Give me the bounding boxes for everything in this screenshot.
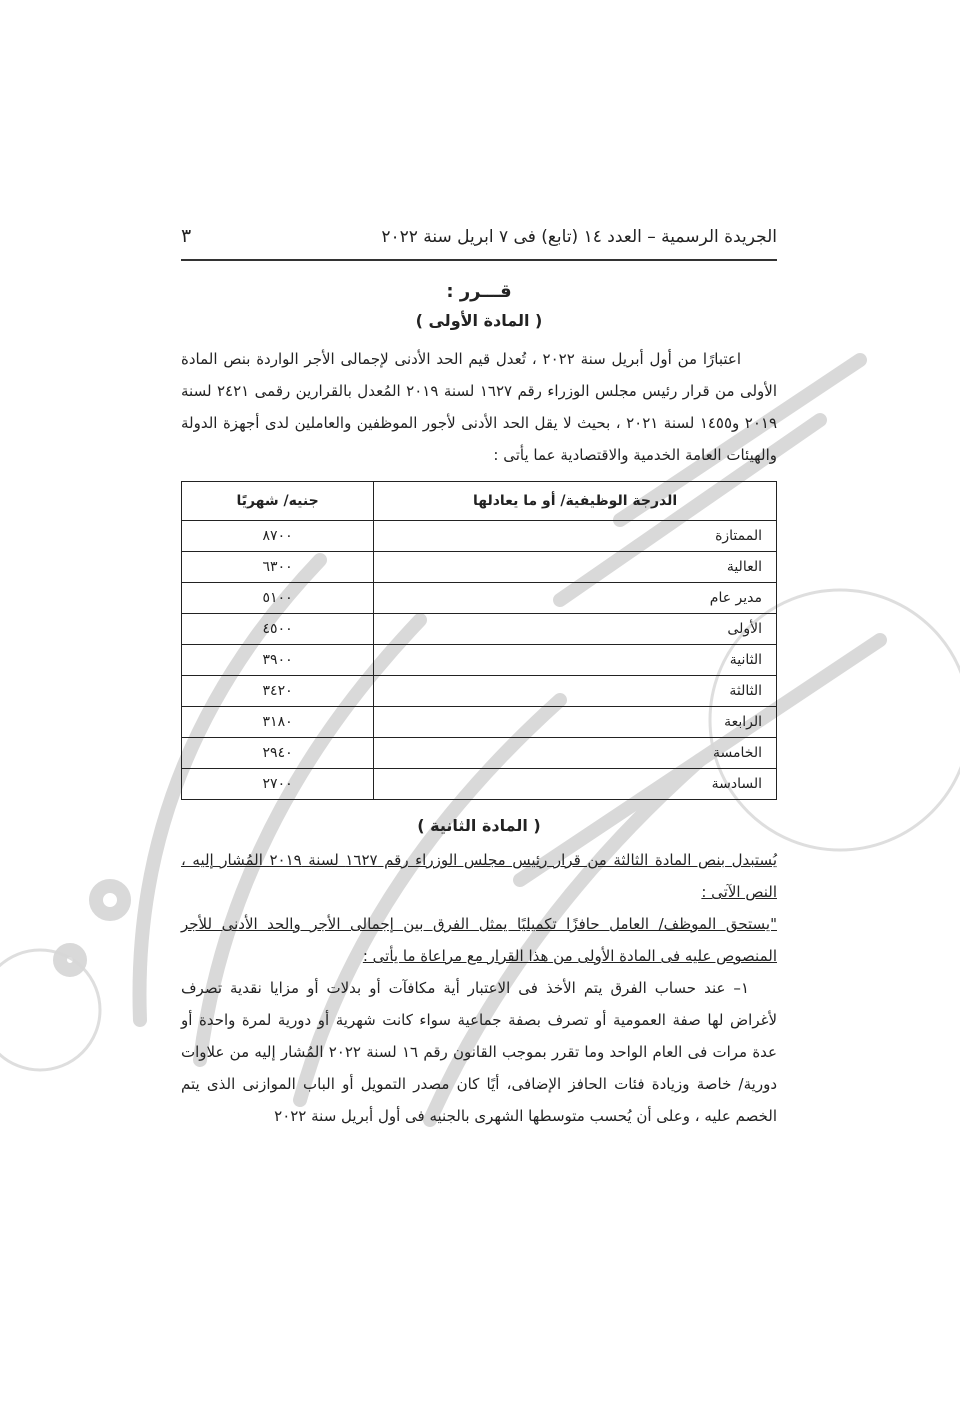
grade-cell: مدير عام [374, 583, 777, 614]
grade-cell: الثالثة [374, 676, 777, 707]
table-row [182, 552, 777, 583]
article2-quote [181, 908, 777, 972]
article1-title: ( المادة الأولى ) [415, 311, 543, 330]
table-row [182, 614, 777, 645]
table-header-row [182, 482, 777, 521]
amount-cell: ٤٥٠٠ [182, 614, 374, 645]
grade-cell: السادسة [374, 769, 777, 800]
article2-quote-text: "يستحق الموظف/ العامل حافزًا تكميليًا يمثل الفرق بين إجمالى الأجر والحد الأدنى للأجر المنصوص عليه فى المادة الأولى من هذا القرار مع مراعاة ما يأتى : [181, 915, 777, 965]
amount-cell: ٢٧٠٠ [182, 769, 374, 800]
amount-cell: ٢٩٤٠ [182, 738, 374, 769]
table-row [182, 738, 777, 769]
amount-cell: ٣٤٢٠ [182, 676, 374, 707]
page-number: ٣ [181, 225, 192, 247]
article2-intro-text: يُستبدل بنص المادة الثالثة من قرار رئيس مجلس الوزراء رقم ١٦٢٧ لسنة ٢٠١٩ المُشار إليه ، النص الآتى : [181, 851, 777, 901]
article1-paragraph: اعتبارًا من أول أبريل سنة ٢٠٢٢ ، تُعدل قيم الحد الأدنى لإجمالى الأجر الواردة بنص المادة الأولى من قرار رئيس مجلس الوزراء رقم ١٦٢٧ لسنة ٢٠١٩ المُعدل بالقرارين رقمى ٢٤٢١ لسنة ٢٠١٩ و١٤٥٥ لسنة ٢٠٢١ ، بحيث لا يقل الحد الأدنى لأجور الموظفين والعاملين لدى أجهزة الدولة والهيئات العامة الخدمية والاقتصادية عما يأتى : [181, 350, 778, 464]
grade-cell: الممتازة [374, 521, 777, 552]
table-row [182, 769, 777, 800]
amount-cell: ٣٩٠٠ [182, 645, 374, 676]
amount-cell: ٣١٨٠ [182, 707, 374, 738]
grade-cell: الخامسة [374, 738, 777, 769]
amount-cell: ٨٧٠٠ [182, 521, 374, 552]
article2-intro [181, 844, 777, 908]
decision-heading: قـــرر : [446, 281, 512, 302]
grade-cell: الثانية [374, 645, 777, 676]
grade-cell: العالية [374, 552, 777, 583]
grade-cell: الرابعة [374, 707, 777, 738]
gazette-page [181, 225, 777, 1132]
grade-column-header: الدرجة الوظيفية/ أو ما يعادلها [374, 482, 777, 521]
grade-cell: الأولى [374, 614, 777, 645]
table-row [182, 707, 777, 738]
amount-cell: ٦٣٠٠ [182, 552, 374, 583]
table-row [182, 645, 777, 676]
table-row [182, 583, 777, 614]
amount-column-header: جنيه/ شهريًا [182, 482, 374, 521]
table-row [182, 676, 777, 707]
gazette-title: الجريدة الرسمية – العدد ١٤ (تابع) فى ٧ ابريل سنة ٢٠٢٢ [381, 227, 777, 247]
amount-cell: ٥١٠٠ [182, 583, 374, 614]
minimum-wage-table [181, 481, 777, 800]
table-row [182, 521, 777, 552]
page-header [181, 225, 777, 261]
article2-title: ( المادة الثانية ) [417, 816, 541, 835]
article2-item1: ١– عند حساب الفرق يتم الأخذ فى الاعتبار أية مكافآت أو بدلات أو مزايا نقدية تصرف لأغراض لها صفة العمومية أو تصرف بصفة جماعية سواء كانت شهرية أو دورية لمرة واحدة أو عدة مرات فى العام الواحد وما تقرر بموجب القانون رقم ١٦ لسنة ٢٠٢٢ المُشار إليه من علاوات دورية/ خاصة وزيادة فئات الحافز الإضافى، أيًا كان مصدر التمويل أو الباب الموازنى الذى يتم الخصم عليه ، وعلى أن يُحسب متوسطها الشهرى بالجنيه فى أول أبريل سنة ٢٠٢٢ [181, 979, 778, 1125]
